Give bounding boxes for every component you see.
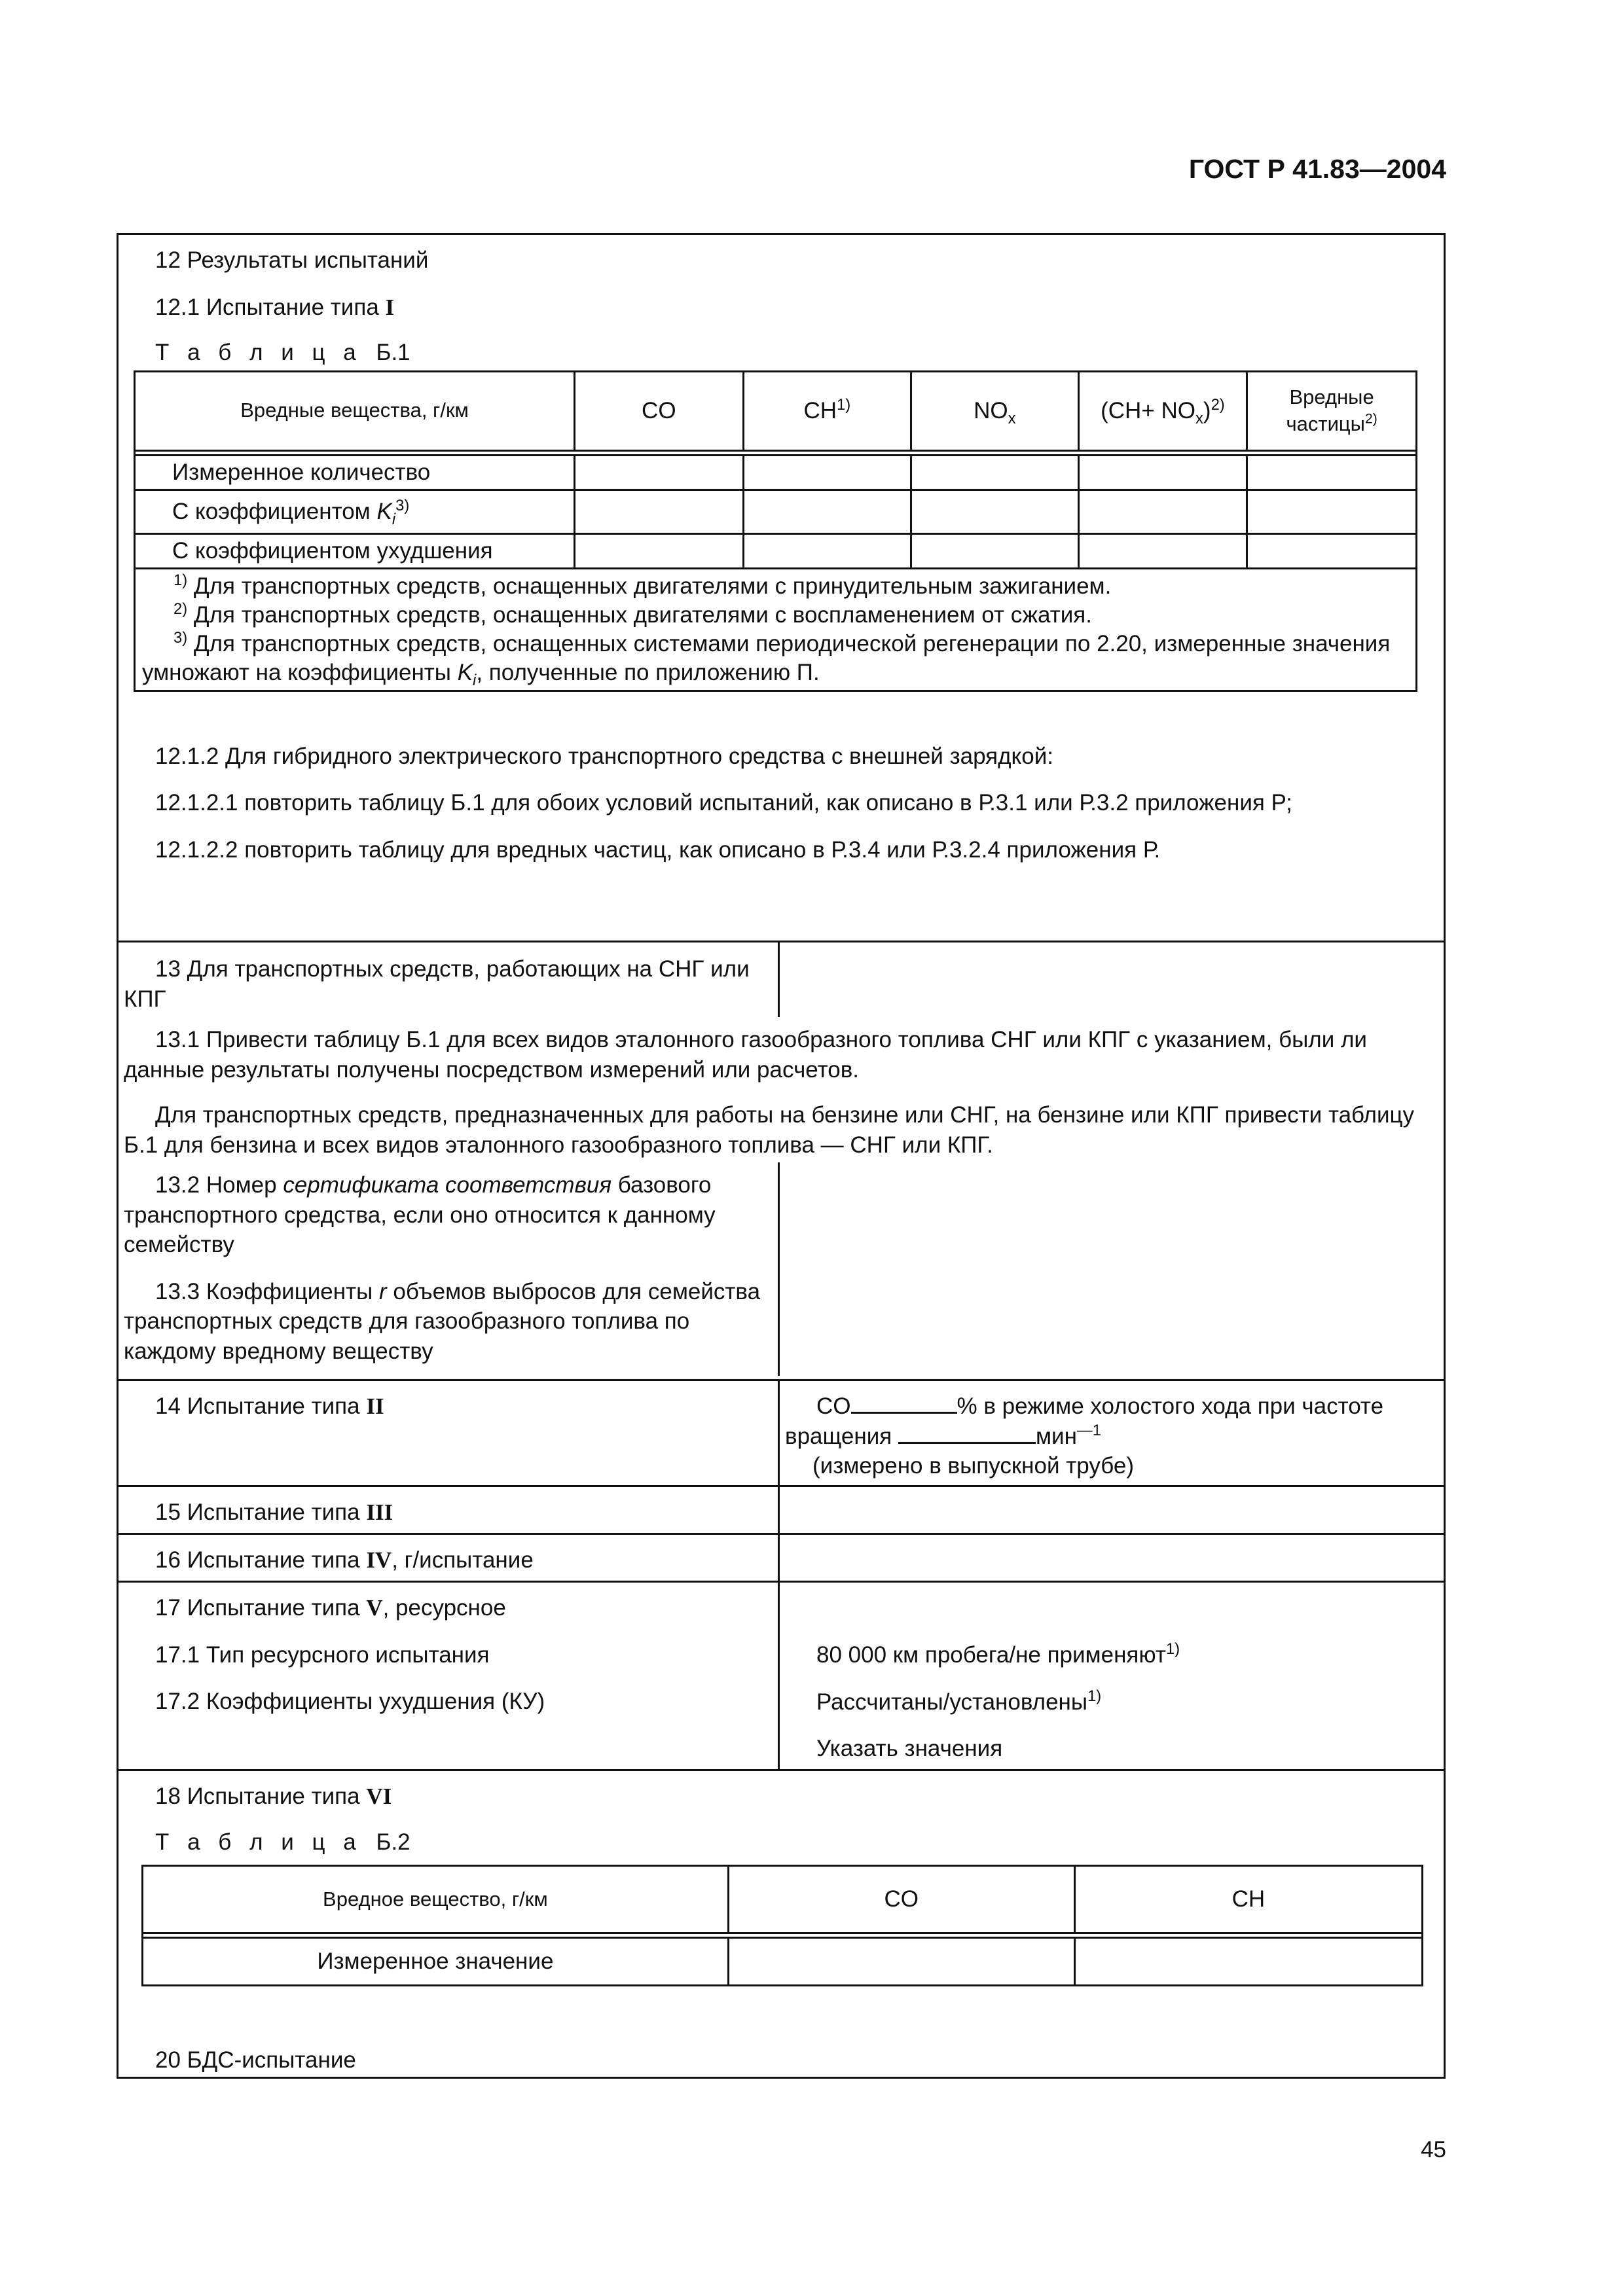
- section-17-value: [780, 1583, 1444, 1769]
- table-1-header-nox: $NO_x$: [911, 371, 1079, 450]
- section-16: [117, 1535, 1446, 1583]
- table-2-header-ch: CH: [1074, 1866, 1422, 1933]
- section-17-2-note: Указать значения: [816, 1736, 1003, 1761]
- section-14: [117, 1381, 1446, 1487]
- paragraph-12-1-2: 12.1.2 Для гибридного электрического транспортного средства с внешней зарядкой:: [155, 743, 1053, 769]
- table-1: [134, 370, 1417, 569]
- table-1-header-label: Вредные вещества, г/км: [135, 371, 575, 450]
- section-20-title: 20 БДС-испытание: [155, 2047, 356, 2073]
- co-percent-blank[interactable]: [851, 1392, 957, 1414]
- section-13: [117, 942, 1446, 1381]
- table-1-header-ch-nox: $(CH+ NO_x)^{2)}$: [1078, 371, 1247, 450]
- footnote-2: $^{2)}$ Для транспортных средств, оснащенных двигателями с воспламенением от сжатия.: [173, 600, 1092, 628]
- table-row: [135, 490, 1417, 533]
- table-row: [143, 1938, 1423, 1986]
- table-2-row-measured: Измеренное значение: [143, 1938, 729, 1986]
- section-15-value: [780, 1487, 1444, 1533]
- section-18: [117, 1771, 1446, 2079]
- paragraph-13-1: 13.1 Привести таблицу Б.1 для всех видов эталонного газообразного топлива СНГ или КПГ с указанием, были ли данные результаты получены посредством измерений или расчетов.: [124, 1027, 1367, 1083]
- section-15-title: 15 Испытание типа III: [155, 1499, 393, 1525]
- paragraph-13-1-note: Для транспортных средств, предназначенных для работы на бензине или СНГ, на бензине или КПГ привести таблицу Б.1 для бензина и всех видов эталонного газообразного топлива — СНГ или КПГ.: [124, 1102, 1415, 1158]
- table-1-header-row: [135, 371, 1417, 450]
- table-row: [135, 455, 1417, 490]
- footnote-1: $^{1)}$ Для транспортных средств, оснащенных двигателями с принудительным зажиганием.: [173, 571, 1112, 599]
- table-1-header-particles: Вредные частицы$^{2)}$: [1247, 371, 1417, 450]
- section-13-title: 13 Для транспортных средств, работающих на СНГ или КПГ: [124, 956, 750, 1012]
- section-12: [117, 233, 1446, 942]
- page-number: 45: [1421, 2137, 1446, 2162]
- table-1-header-ch: CH$^{1)}$: [743, 371, 911, 450]
- table-row: [135, 533, 1417, 568]
- document-header: ГОСТ Р 41.83—2004: [1188, 154, 1446, 184]
- paragraph-13-3: 13.3 Коэффициенты r объемов выбросов для семейства транспортных средств для газообразного топлива по каждому вредному веществу: [124, 1278, 761, 1364]
- footnote-3: $^{3)}$ Для транспортных средств, оснащенных системами периодической регенерации по 2.20, измеренные значения умножают на коэффициенты $K_i$, полученные по приложению П.: [142, 628, 1391, 689]
- table-1-footnotes: [134, 569, 1417, 692]
- section-12-1-title: 12.1 Испытание типа I: [155, 294, 395, 320]
- section-15: [117, 1487, 1446, 1535]
- section-12-title: 12 Результаты испытаний: [155, 247, 429, 273]
- table-1-row-deterioration: С коэффициентом ухудшения: [135, 533, 575, 568]
- table-1-header-co: CO: [575, 371, 743, 450]
- table-1-row-measured: Измеренное количество: [135, 455, 575, 490]
- section-13-2-value: [780, 1162, 1444, 1376]
- paragraph-13-2: 13.2 Номер сертификата соответствия базового транспортного средства, если оно относится к данному семейству: [124, 1172, 716, 1257]
- section-17-2-label: 17.2 Коэффициенты ухудшения (КУ): [155, 1689, 545, 1714]
- table-1-block: [134, 370, 1417, 692]
- table-1-row-ki: С коэффициентом $K_i^{3)}$: [135, 490, 575, 533]
- section-14-note: (измерено в выпускной трубе): [812, 1453, 1135, 1479]
- section-17-1-value: 80 000 км пробега/не применяют$^{1)}$: [816, 1640, 1180, 1668]
- table-2-header-row: [143, 1866, 1423, 1933]
- section-13-value: [780, 942, 1444, 1017]
- section-17-title: 17 Испытание типа V, ресурсное: [155, 1595, 506, 1621]
- section-17: [117, 1583, 1446, 1771]
- results-form: [117, 233, 1446, 2079]
- table-2: [141, 1865, 1423, 1986]
- table-2-header-co: CO: [728, 1866, 1074, 1933]
- section-14-value: CO % в режиме холостого хода при частоте вращения мин$^{—1}$ (измерено в выпускной трубе): [780, 1381, 1444, 1485]
- rpm-blank[interactable]: [898, 1422, 1036, 1444]
- section-17-2-value: Рассчитаны/установлены$^{1)}$: [816, 1687, 1102, 1715]
- table-1-caption: Т а б л и ц а Б.1: [155, 340, 410, 365]
- paragraph-12-1-2-1: 12.1.2.1 повторить таблицу Б.1 для обоих условий испытаний, как описано в Р.3.1 или Р.3.2 приложения Р;: [155, 790, 1292, 816]
- paragraph-12-1-2-2: 12.1.2.2 повторить таблицу для вредных частиц, как описано в Р.3.4 или Р.3.2.4 приложения Р.: [155, 836, 1161, 863]
- section-16-title: 16 Испытание типа IV, г/испытание: [155, 1547, 534, 1573]
- section-18-title: 18 Испытание типа VI: [155, 1784, 392, 1809]
- section-14-title: 14 Испытание типа II: [155, 1393, 384, 1419]
- section-16-value: [780, 1535, 1444, 1581]
- table-2-caption: Т а б л и ц а Б.2: [155, 1829, 410, 1855]
- table-2-header-label: Вредное вещество, г/км: [143, 1866, 729, 1933]
- section-17-1-label: 17.1 Тип ресурсного испытания: [155, 1641, 490, 1668]
